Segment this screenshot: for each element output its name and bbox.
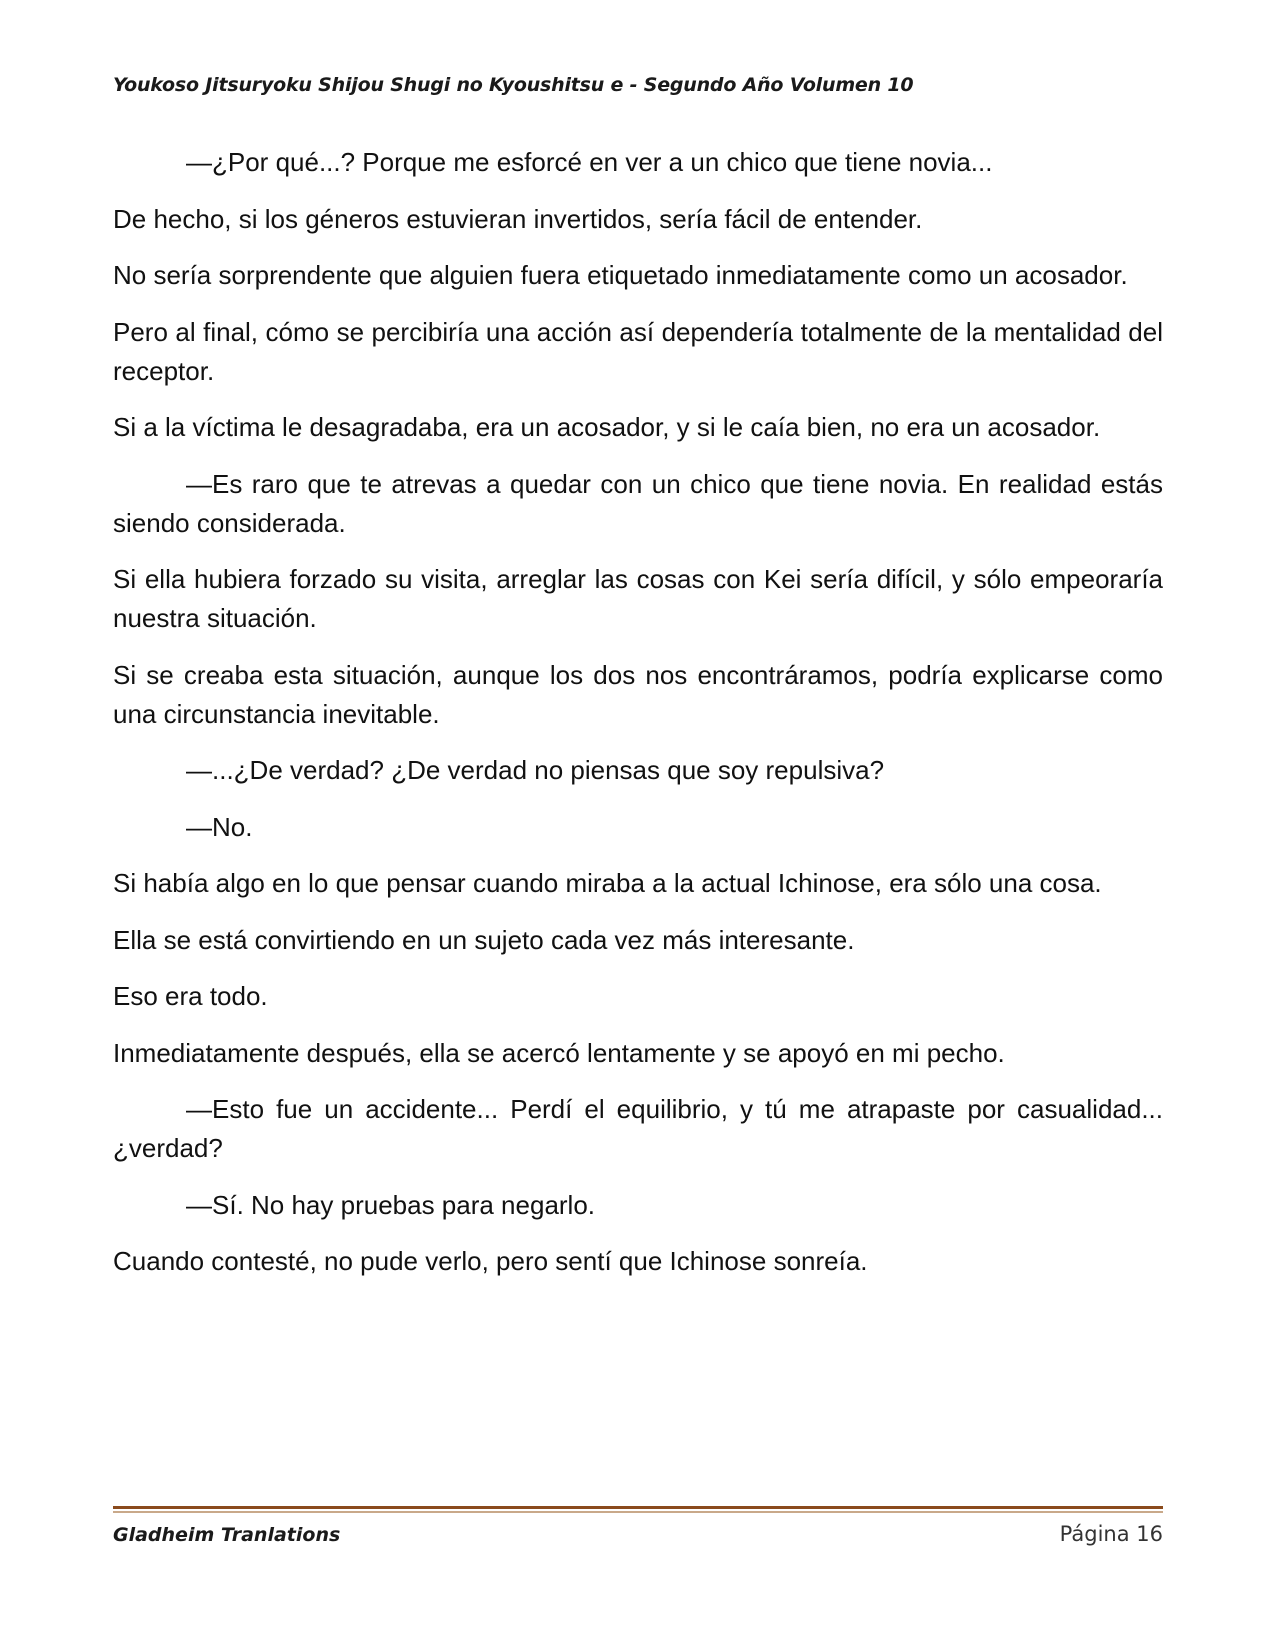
paragraph: Cuando contesté, no pude verlo, pero sentí que Ichinose sonreía. (113, 1246, 868, 1276)
running-header: Youkoso Jitsuryoku Shijou Shugi no Kyoushitsu e - Segundo Año Volumen 10 (113, 74, 914, 96)
paragraph: —Es raro que te atrevas a quedar con un chico que tiene novia. En realidad estás siendo considerada. (113, 468, 1163, 538)
paragraph: Ella se está convirtiendo en un sujeto cada vez más interesante. (113, 924, 855, 955)
paragraph: Si se creaba esta situación, aunque los dos nos encontráramos, podría explicarse como una circunstancia inevitable. (113, 659, 1163, 729)
footer-rule (113, 1506, 1163, 1509)
paragraph: De hecho, si los géneros estuvieran invertidos, sería fácil de entender. (113, 203, 923, 234)
page-number: Página 16 (1059, 1522, 1163, 1546)
paragraph: No sería sorprendente que alguien fuera etiquetado inmediatamente como un acosador. (113, 260, 1128, 290)
paragraph: —Sí. No hay pruebas para negarlo. (186, 1189, 596, 1220)
footer-rule-thin (113, 1511, 1163, 1513)
footer-publisher: Gladheim Tranlations (113, 1524, 341, 1546)
body-text (113, 143, 1163, 1299)
paragraph: —...¿De verdad? ¿De verdad no piensas que soy repulsiva? (186, 755, 885, 785)
paragraph: Si ella hubiera forzado su visita, arreglar las cosas con Kei sería difícil, y sólo empeoraría nuestra situación. (113, 564, 1163, 633)
paragraph: Eso era todo. (113, 981, 268, 1011)
paragraph: Si a la víctima le desagradaba, era un acosador, y si le caía bien, no era un acosador. (113, 412, 1101, 442)
paragraph: Inmediatamente después, ella se acercó lentamente y se apoyó en mi pecho. (113, 1037, 1005, 1068)
paragraph: Si había algo en lo que pensar cuando miraba a la actual Ichinose, era sólo una cosa. (113, 868, 1102, 898)
paragraph: —Esto fue un accidente... Perdí el equilibrio, y tú me atrapaste por casualidad... ¿verdad? (113, 1094, 1163, 1163)
paragraph: Pero al final, cómo se percibiría una acción así dependería totalmente de la mentalidad del receptor. (113, 316, 1163, 386)
paragraph: —No. (186, 811, 253, 842)
paragraph: —¿Por qué...? Porque me esforcé en ver a un chico que tiene novia... (186, 147, 993, 177)
